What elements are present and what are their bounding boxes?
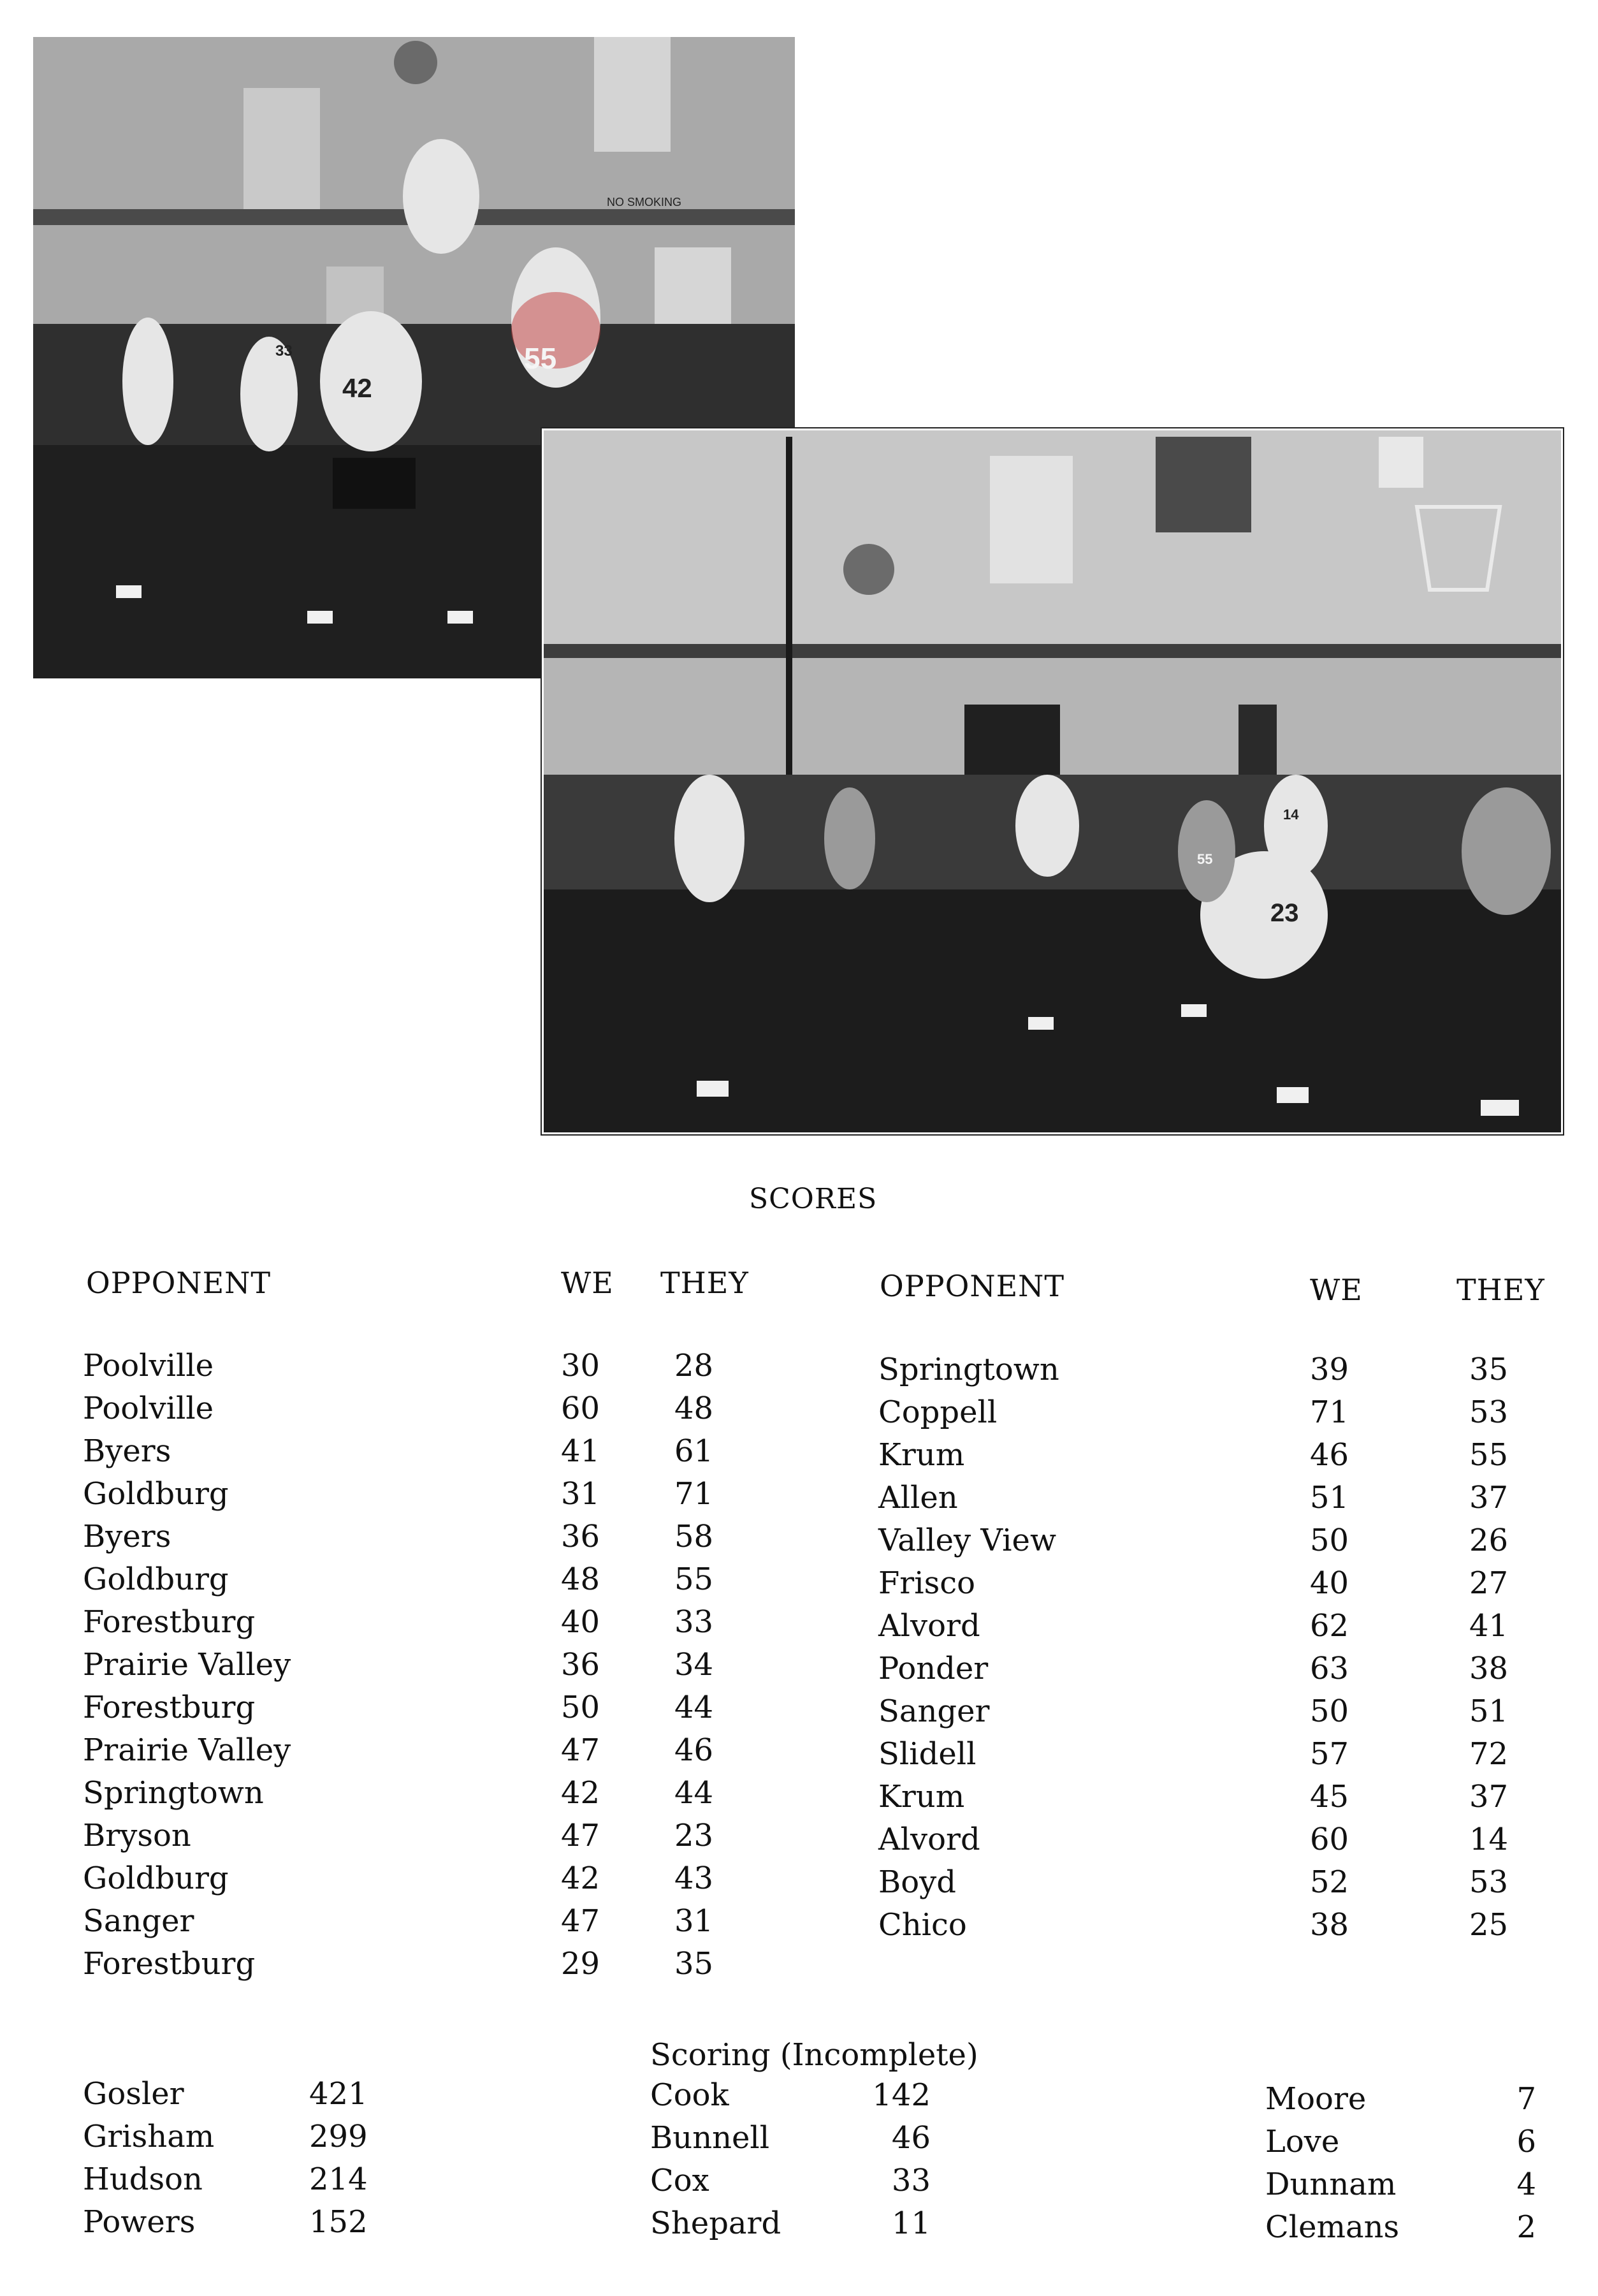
game-we-score: 46 <box>1310 1437 1349 1473</box>
game-we-score: 42 <box>561 1775 600 1811</box>
scorer-points: 299 <box>309 2119 368 2154</box>
game-we-score: 47 <box>561 1818 600 1854</box>
scorer-points: 33 <box>891 2163 931 2198</box>
game-we-score: 71 <box>1310 1394 1349 1430</box>
game-they-score: 43 <box>674 1861 714 1896</box>
scorer-points: 7 <box>1516 2081 1536 2117</box>
game-they-score: 25 <box>1469 1907 1509 1943</box>
game-we-score: 39 <box>1310 1352 1349 1387</box>
scorer-name: Cox <box>650 2163 709 2198</box>
photo-free-throw-art <box>544 430 1561 1132</box>
scorer-points: 214 <box>309 2161 368 2197</box>
game-opponent: Slidell <box>878 1736 977 1772</box>
game-they-score: 35 <box>674 1946 714 1982</box>
no-smoking-sign: NO SMOKING <box>607 196 682 208</box>
game-we-score: 40 <box>1310 1565 1349 1601</box>
scorer-name: Dunnam <box>1265 2167 1397 2202</box>
game-we-score: 47 <box>561 1903 600 1939</box>
game-we-score: 52 <box>1310 1864 1349 1900</box>
game-opponent: Forestburg <box>83 1946 256 1982</box>
scorer-name: Cook <box>650 2077 729 2113</box>
game-opponent: Krum <box>878 1437 965 1473</box>
game-opponent: Chico <box>878 1907 967 1943</box>
game-we-score: 42 <box>561 1861 600 1896</box>
game-opponent: Alvord <box>878 1608 980 1644</box>
game-opponent: Forestburg <box>83 1690 256 1725</box>
game-they-score: 72 <box>1469 1736 1509 1772</box>
game-opponent: Sanger <box>878 1693 990 1729</box>
game-they-score: 71 <box>674 1476 714 1512</box>
game-opponent: Goldburg <box>83 1476 229 1512</box>
game-we-score: 50 <box>561 1690 600 1725</box>
game-they-score: 44 <box>674 1775 714 1811</box>
scorer-name: Clemans <box>1265 2209 1400 2245</box>
game-they-score: 37 <box>1469 1779 1509 1815</box>
game-they-score: 31 <box>674 1903 714 1939</box>
game-we-score: 30 <box>561 1348 600 1384</box>
scorer-points: 152 <box>309 2204 368 2240</box>
game-opponent: Byers <box>83 1519 171 1554</box>
game-opponent: Springtown <box>878 1352 1059 1387</box>
jersey-number-23: 23 <box>1270 899 1299 927</box>
scorer-points: 6 <box>1516 2124 1536 2160</box>
game-opponent: Prairie Valley <box>83 1732 291 1768</box>
jersey-number-33: 33 <box>275 342 293 360</box>
game-they-score: 53 <box>1469 1864 1509 1900</box>
game-they-score: 55 <box>1469 1437 1509 1473</box>
game-we-score: 57 <box>1310 1736 1349 1772</box>
left-header-they: THEY <box>660 1266 749 1300</box>
game-we-score: 40 <box>561 1604 600 1640</box>
game-they-score: 53 <box>1469 1394 1509 1430</box>
scorer-name: Grisham <box>83 2119 215 2154</box>
game-we-score: 45 <box>1310 1779 1349 1815</box>
right-header-they: THEY <box>1456 1273 1545 1307</box>
game-they-score: 35 <box>1469 1352 1509 1387</box>
scores-title: SCORES <box>749 1183 878 1215</box>
game-they-score: 48 <box>674 1391 714 1426</box>
scorer-name: Bunnell <box>650 2120 770 2156</box>
scorer-points: 2 <box>1516 2209 1536 2245</box>
game-opponent: Forestburg <box>83 1604 256 1640</box>
game-opponent: Frisco <box>878 1565 976 1601</box>
game-opponent: Ponder <box>878 1651 989 1686</box>
game-they-score: 58 <box>674 1519 714 1554</box>
game-they-score: 27 <box>1469 1565 1509 1601</box>
game-opponent: Poolville <box>83 1391 214 1426</box>
game-they-score: 34 <box>674 1647 714 1683</box>
scoring-title: Scoring (Incomplete) <box>650 2037 978 2073</box>
scorer-points: 4 <box>1516 2167 1536 2202</box>
scorer-points: 46 <box>891 2120 931 2156</box>
game-they-score: 55 <box>674 1561 714 1597</box>
scorer-name: Powers <box>83 2204 196 2240</box>
scorer-name: Shepard <box>650 2205 781 2241</box>
game-opponent: Krum <box>878 1779 965 1815</box>
scorer-name: Moore <box>1265 2081 1367 2117</box>
game-we-score: 36 <box>561 1647 600 1683</box>
scorer-name: Love <box>1265 2124 1340 2160</box>
scorer-name: Hudson <box>83 2161 203 2197</box>
game-we-score: 38 <box>1310 1907 1349 1943</box>
game-they-score: 23 <box>674 1818 714 1854</box>
game-we-score: 60 <box>561 1391 600 1426</box>
game-opponent: Alvord <box>878 1822 980 1857</box>
game-we-score: 50 <box>1310 1523 1349 1558</box>
game-we-score: 41 <box>561 1433 600 1469</box>
game-they-score: 28 <box>674 1348 714 1384</box>
scorer-points: 11 <box>891 2205 931 2241</box>
game-opponent: Coppell <box>878 1394 998 1430</box>
jersey-number-14: 14 <box>1283 807 1299 823</box>
game-they-score: 46 <box>674 1732 714 1768</box>
game-we-score: 51 <box>1310 1480 1349 1516</box>
jersey-number-42: 42 <box>342 373 372 403</box>
game-opponent: Springtown <box>83 1775 264 1811</box>
game-we-score: 29 <box>561 1946 600 1982</box>
game-opponent: Sanger <box>83 1903 194 1939</box>
right-header-opponent: OPPONENT <box>880 1269 1065 1303</box>
game-they-score: 61 <box>674 1433 714 1469</box>
game-they-score: 51 <box>1469 1693 1509 1729</box>
basketball-photo-free-throw <box>542 428 1563 1134</box>
game-we-score: 36 <box>561 1519 600 1554</box>
left-header-we: WE <box>561 1266 614 1300</box>
game-we-score: 31 <box>561 1476 600 1512</box>
jersey-number-55: 55 <box>524 342 557 375</box>
game-they-score: 44 <box>674 1690 714 1725</box>
game-opponent: Prairie Valley <box>83 1647 291 1683</box>
game-we-score: 60 <box>1310 1822 1349 1857</box>
game-they-score: 26 <box>1469 1523 1509 1558</box>
game-we-score: 48 <box>561 1561 600 1597</box>
game-they-score: 14 <box>1469 1822 1509 1857</box>
game-opponent: Valley View <box>878 1523 1057 1558</box>
game-they-score: 41 <box>1469 1608 1509 1644</box>
game-they-score: 33 <box>674 1604 714 1640</box>
game-we-score: 62 <box>1310 1608 1349 1644</box>
game-we-score: 47 <box>561 1732 600 1768</box>
game-opponent: Boyd <box>878 1864 957 1900</box>
game-opponent: Bryson <box>83 1818 191 1854</box>
game-opponent: Goldburg <box>83 1861 229 1896</box>
game-opponent: Byers <box>83 1433 171 1469</box>
game-we-score: 63 <box>1310 1651 1349 1686</box>
scorer-points: 421 <box>309 2076 368 2112</box>
jersey-number-55: 55 <box>1197 851 1213 867</box>
game-they-score: 37 <box>1469 1480 1509 1516</box>
game-opponent: Goldburg <box>83 1561 229 1597</box>
scorer-name: Gosler <box>83 2076 184 2112</box>
right-header-we: WE <box>1310 1273 1363 1307</box>
left-header-opponent: OPPONENT <box>86 1266 272 1300</box>
game-opponent: Allen <box>878 1480 958 1516</box>
game-opponent: Poolville <box>83 1348 214 1384</box>
scorer-points: 142 <box>872 2077 931 2113</box>
game-we-score: 50 <box>1310 1693 1349 1729</box>
game-they-score: 38 <box>1469 1651 1509 1686</box>
